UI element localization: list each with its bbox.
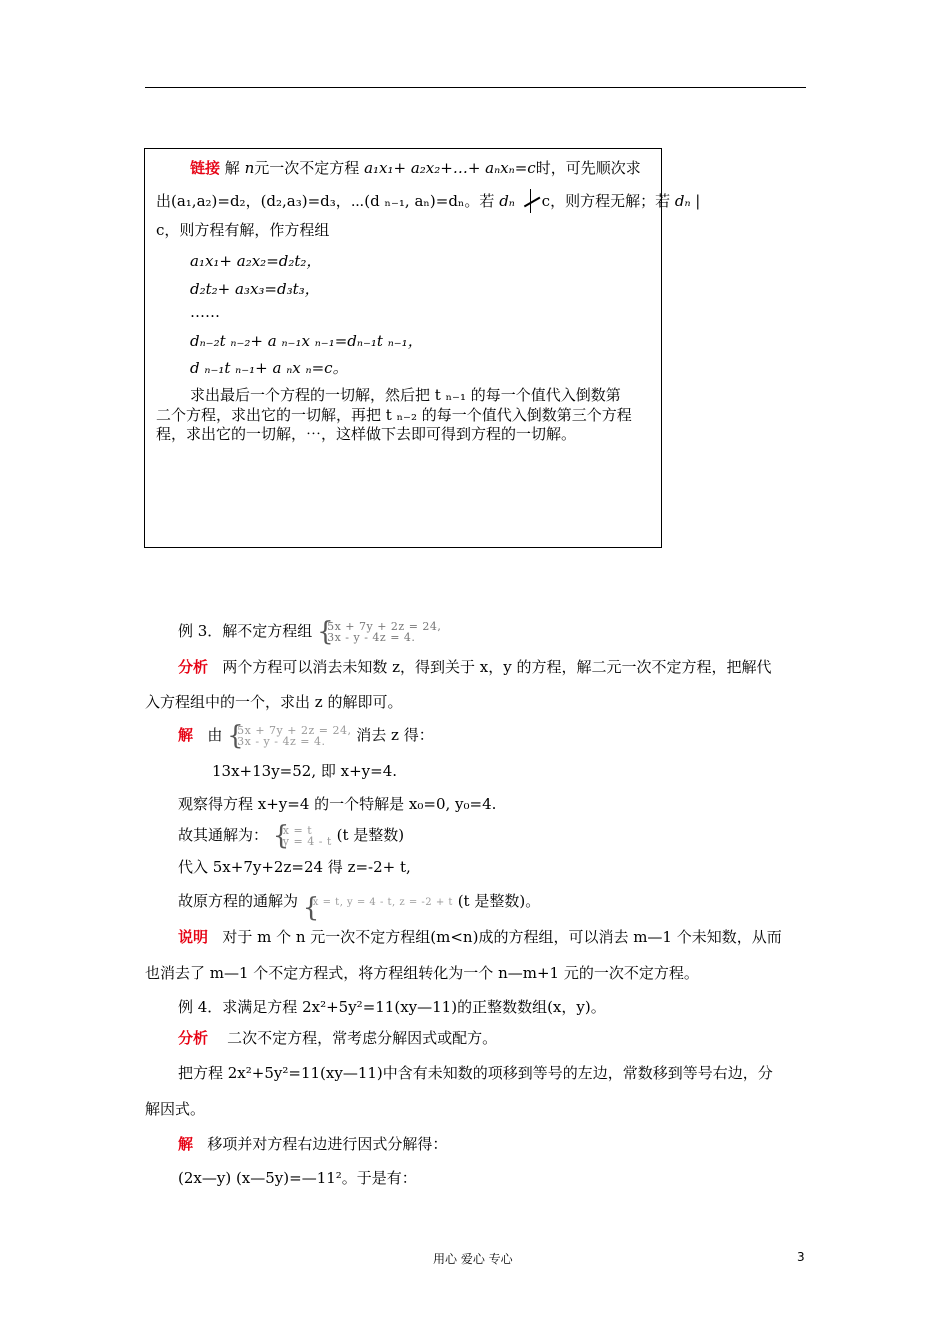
ex3-line-c: 故其通解为： { x = t y = 4 - t (t 是整数) <box>178 821 405 851</box>
box-eq-3: …… <box>190 303 220 321</box>
ex3-line-b: 观察得方程 x+y=4 的一个特解是 x₀=0, y₀=4. <box>178 795 497 813</box>
ex3-note-2: 也消去了 m—1 个不定方程式，将方程组转化为一个 n—m+1 元的一次不定方程。 <box>145 964 699 982</box>
ex4-solution-label: 解 <box>178 1135 194 1153</box>
ex3-line-a: 13x+13y=52, 即 x+y=4. <box>212 762 398 780</box>
ex4-analysis-label: 分析 <box>178 1029 209 1047</box>
ex4-analysis: 分析 二次不定方程，常考虑分解因式或配方。 <box>178 1029 498 1047</box>
ex3-system: { 5x + 7y + 2z = 24, 3x - y - 4z = 4. <box>317 617 442 647</box>
ex3-title-line <box>178 617 442 647</box>
ex3-line-d: 代入 5x+7y+2z=24 得 z=-2+ t, <box>178 858 411 876</box>
box-eq-4: dₙ₋₂t ₙ₋₂+ a ₙ₋₁x ₙ₋₁=dₙ₋₁t ₙ₋₁， <box>190 332 423 350</box>
ex4-last: (2x—y) (x—5y)=—11²。于是有： <box>178 1169 417 1187</box>
ex3-solution-label: 解 <box>178 726 194 744</box>
ex3-system-repeat: { 5x + 7y + 2z = 24, 3x - y - 4z = 4. <box>227 721 352 751</box>
ex3-note-1: 说明 对于 m 个 n 元一次不定方程组(m<n)成的方程组，可以消去 m—1 个未知数，从而 <box>178 928 782 946</box>
box-line-1: 链接 解 n元一次不定方程 a₁x₁+ a₂x₂+…+ aₙxₙ=c时，可先顺次求 <box>190 159 641 177</box>
ex4-p2: 解因式。 <box>145 1100 206 1118</box>
box-para-2: 二个方程，求出它的一切解，再把 t ₙ₋₂ 的每一个值代入倒数第三个方程 <box>156 406 632 424</box>
box-line-3: c，则方程有解，作方程组 <box>156 221 330 239</box>
ex4-p1: 把方程 2x²+5y²=11(xy—11)中含有未知数的项移到等号的左边，常数移到等号右边，分 <box>178 1064 773 1082</box>
box-eq-1: a₁x₁+ a₂x₂=d₂t₂， <box>190 252 322 270</box>
box-line-2: 出(a₁,a₂)=d₂，(d₂,a₃)=d₃，⋯(d ₙ₋₁, aₙ)=dₙ。若 dₙ c，则方程无解；若 dₙ | <box>156 190 700 212</box>
ex4-solution: 解 移项并对方程右边进行因式分解得： <box>178 1135 448 1153</box>
page-number: 3 <box>797 1250 805 1264</box>
ex3-analysis-label: 分析 <box>178 658 209 676</box>
box-para-3: 程，求出它的一切解，⋯，这样做下去即可得到方程的一切解。 <box>156 425 577 443</box>
box-eq-2: d₂t₂+ a₃x₃=d₃t₃， <box>190 280 320 298</box>
footer-center: 用心 爱心 专心 <box>433 1252 513 1266</box>
ex4-title: 例 4．求满足方程 2x²+5y²=11(xy—11)的正整数数组(x，y)。 <box>178 998 606 1016</box>
header-rule <box>145 87 806 88</box>
ex3-analysis-1: 分析 两个方程可以消去未知数 z，得到关于 x，y 的方程，解二元一次不定方程，把解代 <box>178 658 772 676</box>
ex3-general-solution: { x = t y = 4 - t <box>272 821 332 851</box>
box-para-1: 求出最后一个方程的一切解，然后把 t ₙ₋₁ 的每一个值代入倒数第 <box>190 386 621 404</box>
ex3-title: 例 3．解不定方程组 <box>178 622 313 640</box>
box-eq-5: d ₙ₋₁t ₙ₋₁+ a ₙx ₙ=c。 <box>190 359 348 377</box>
ex3-note-label: 说明 <box>178 928 209 946</box>
ex3-analysis-2: 入方程组中的一个，求出 z 的解即可。 <box>145 693 403 711</box>
link-label: 链接 <box>190 159 221 177</box>
ex3-line-e: 故原方程的通解为 { x = t, y = 4 - t, z = -2 + t (t 是整数)。 <box>178 892 541 923</box>
ex3-original-solution: { x = t, y = 4 - t, z = -2 + t <box>302 892 453 923</box>
not-divides-symbol <box>520 192 542 212</box>
ex3-solution-line: 解 由 { 5x + 7y + 2z = 24, 3x - y - 4z = 4. 消去 z 得： <box>178 721 434 751</box>
